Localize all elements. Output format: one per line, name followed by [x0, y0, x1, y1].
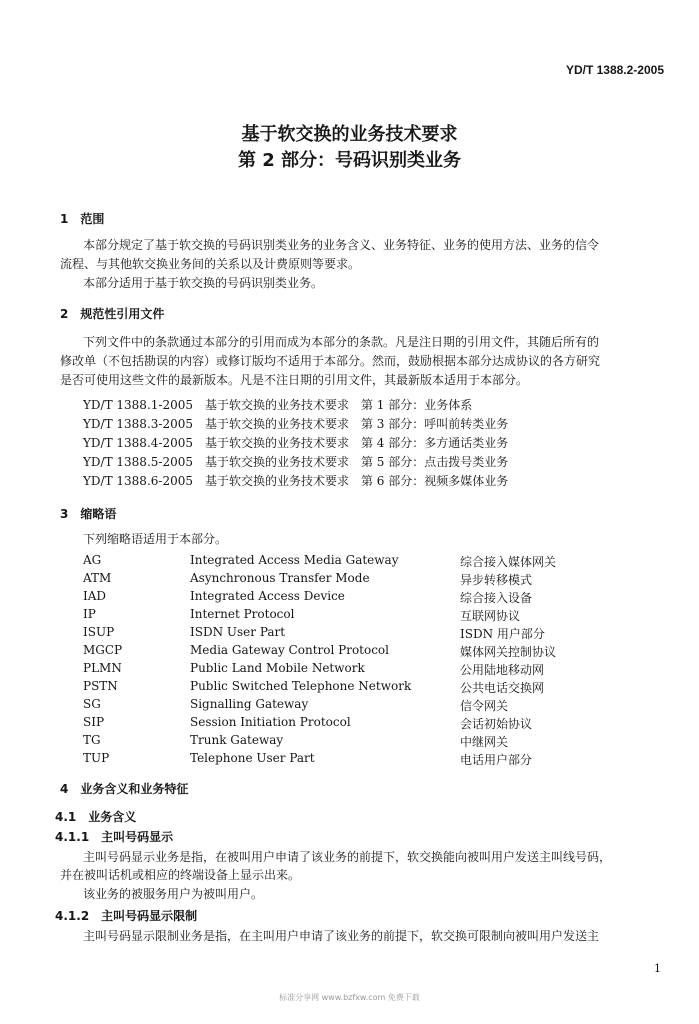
section-4-1-2-heading: 4.1.2 主叫号码显示限制 — [55, 909, 198, 923]
abbr-term: SIP — [83, 715, 105, 729]
abbr-english: ISDN User Part — [190, 625, 286, 639]
abbr-chinese: 中继网关 — [460, 735, 509, 749]
paragraph: 并在被叫话机或相应的终端设备上显示出来。 — [60, 868, 301, 882]
abbr-chinese: 会话初始协议 — [460, 717, 533, 731]
abbr-english: Signalling Gateway — [190, 697, 309, 711]
reference-item: YD/T 1388.4-2005 基于软交换的业务技术要求 第 4 部分：多方通话类业务 — [83, 436, 509, 450]
abbr-term: PLMN — [83, 661, 122, 675]
abbreviation-row — [0, 571, 699, 589]
abbr-chinese: 媒体网关控制协议 — [460, 645, 557, 659]
abbr-chinese: 异步转移模式 — [460, 573, 533, 587]
abbreviation-row — [0, 715, 699, 733]
abbr-term: ATM — [83, 571, 112, 585]
reference-item: YD/T 1388.5-2005 基于软交换的业务技术要求 第 5 部分：点击拨号类业务 — [83, 455, 509, 469]
abbr-english: Session Initiation Protocol — [190, 715, 351, 729]
abbr-chinese: 互联网协议 — [460, 609, 521, 623]
abbr-english: Internet Protocol — [190, 607, 295, 621]
section-4-1-1-heading: 4.1.1 主叫号码显示 — [55, 830, 174, 844]
paragraph: 流程、与其他软交换业务间的关系以及计费原则等要求。 — [60, 257, 361, 271]
title-line-1: 基于软交换的业务技术要求 — [241, 124, 458, 145]
abbr-term: PSTN — [83, 679, 118, 693]
abbr-term: SG — [83, 697, 101, 711]
abbr-chinese: ISDN 用户部分 — [460, 627, 545, 641]
abbr-english: Public Land Mobile Network — [190, 661, 365, 675]
reference-item: YD/T 1388.1-2005 基于软交换的业务技术要求 第 1 部分：业务体系 — [83, 398, 473, 412]
abbr-term: ISUP — [83, 625, 115, 639]
abbr-term: IP — [83, 607, 96, 621]
abbr-term: TUP — [83, 751, 110, 765]
abbr-chinese: 信令网关 — [460, 699, 509, 713]
document-id: YD/T 1388.2-2005 — [565, 63, 664, 77]
section-1-heading: 1 范围 — [60, 212, 105, 226]
paragraph: 本部分适用于基于软交换的号码识别类业务。 — [83, 276, 324, 290]
abbr-english: Media Gateway Control Protocol — [190, 643, 389, 657]
abbr-english: Integrated Access Device — [190, 589, 345, 603]
abbr-english: Asynchronous Transfer Mode — [190, 571, 370, 585]
abbreviation-row — [0, 607, 699, 625]
paragraph: 修改单（不包括勘误的内容）或修订版均不适用于本部分。然而，鼓励根据本部分达成协议的各方研究 — [60, 354, 601, 368]
abbr-term: TG — [83, 733, 101, 747]
abbreviation-row — [0, 679, 699, 697]
section-4-heading: 4 业务含义和业务特征 — [60, 782, 189, 796]
paragraph: 该业务的被服务用户为被叫用户。 — [83, 887, 264, 901]
abbr-term: MGCP — [83, 643, 123, 657]
paragraph: 本部分规定了基于软交换的号码识别类业务的业务含义、业务特征、业务的使用方法、业务的信令 — [83, 238, 600, 252]
abbr-chinese: 公用陆地移动网 — [460, 663, 545, 677]
footer-watermark: 标准分享网 www.bzfxw.com 免费下载 — [279, 993, 420, 1002]
abbreviation-row — [0, 553, 699, 571]
abbr-chinese: 电话用户部分 — [460, 753, 533, 767]
reference-item: YD/T 1388.6-2005 基于软交换的业务技术要求 第 6 部分：视频多媒体业务 — [83, 474, 509, 488]
abbr-chinese: 综合接入媒体网关 — [460, 555, 557, 569]
section-4-1-heading: 4.1 业务含义 — [55, 810, 137, 824]
abbr-term: AG — [83, 553, 102, 567]
abbr-english: Trunk Gateway — [190, 733, 284, 747]
abbreviation-row — [0, 661, 699, 679]
abbreviation-row — [0, 643, 699, 661]
abbr-english: Public Switched Telephone Network — [190, 679, 412, 693]
paragraph: 是否可使用这些文件的最新版本。凡是不注日期的引用文件，其最新版本适用于本部分。 — [60, 373, 529, 387]
paragraph: 主叫号码显示业务是指，在被叫用户申请了该业务的前提下，软交换能向被叫用户发送主叫线号码， — [83, 850, 612, 864]
abbreviation-row — [0, 733, 699, 751]
abbr-chinese: 公共电话交换网 — [460, 681, 545, 695]
paragraph: 下列文件中的条款通过本部分的引用而成为本部分的条款。凡是注日期的引用文件，其随后所有的 — [83, 335, 600, 349]
section-3-heading: 3 缩略语 — [60, 507, 117, 521]
abbr-term: IAD — [83, 589, 107, 603]
paragraph: 主叫号码显示限制业务是指，在主叫用户申请了该业务的前提下，软交换可限制向被叫用户发送主 — [83, 929, 600, 943]
abbreviation-row — [0, 697, 699, 715]
abbreviation-row — [0, 625, 699, 643]
abbr-chinese: 综合接入设备 — [460, 591, 533, 605]
title-line-2: 第 2 部分：号码识别类业务 — [237, 150, 462, 171]
abbr-english: Telephone User Part — [190, 751, 315, 765]
abbr-english: Integrated Access Media Gateway — [190, 553, 399, 567]
abbreviations-intro: 下列缩略语适用于本部分。 — [83, 532, 228, 546]
page-number: 1 — [654, 962, 661, 975]
section-2-heading: 2 规范性引用文件 — [60, 307, 165, 321]
reference-item: YD/T 1388.3-2005 基于软交换的业务技术要求 第 3 部分：呼叫前转类业务 — [83, 417, 509, 431]
abbreviation-row — [0, 751, 699, 769]
abbreviation-row — [0, 589, 699, 607]
